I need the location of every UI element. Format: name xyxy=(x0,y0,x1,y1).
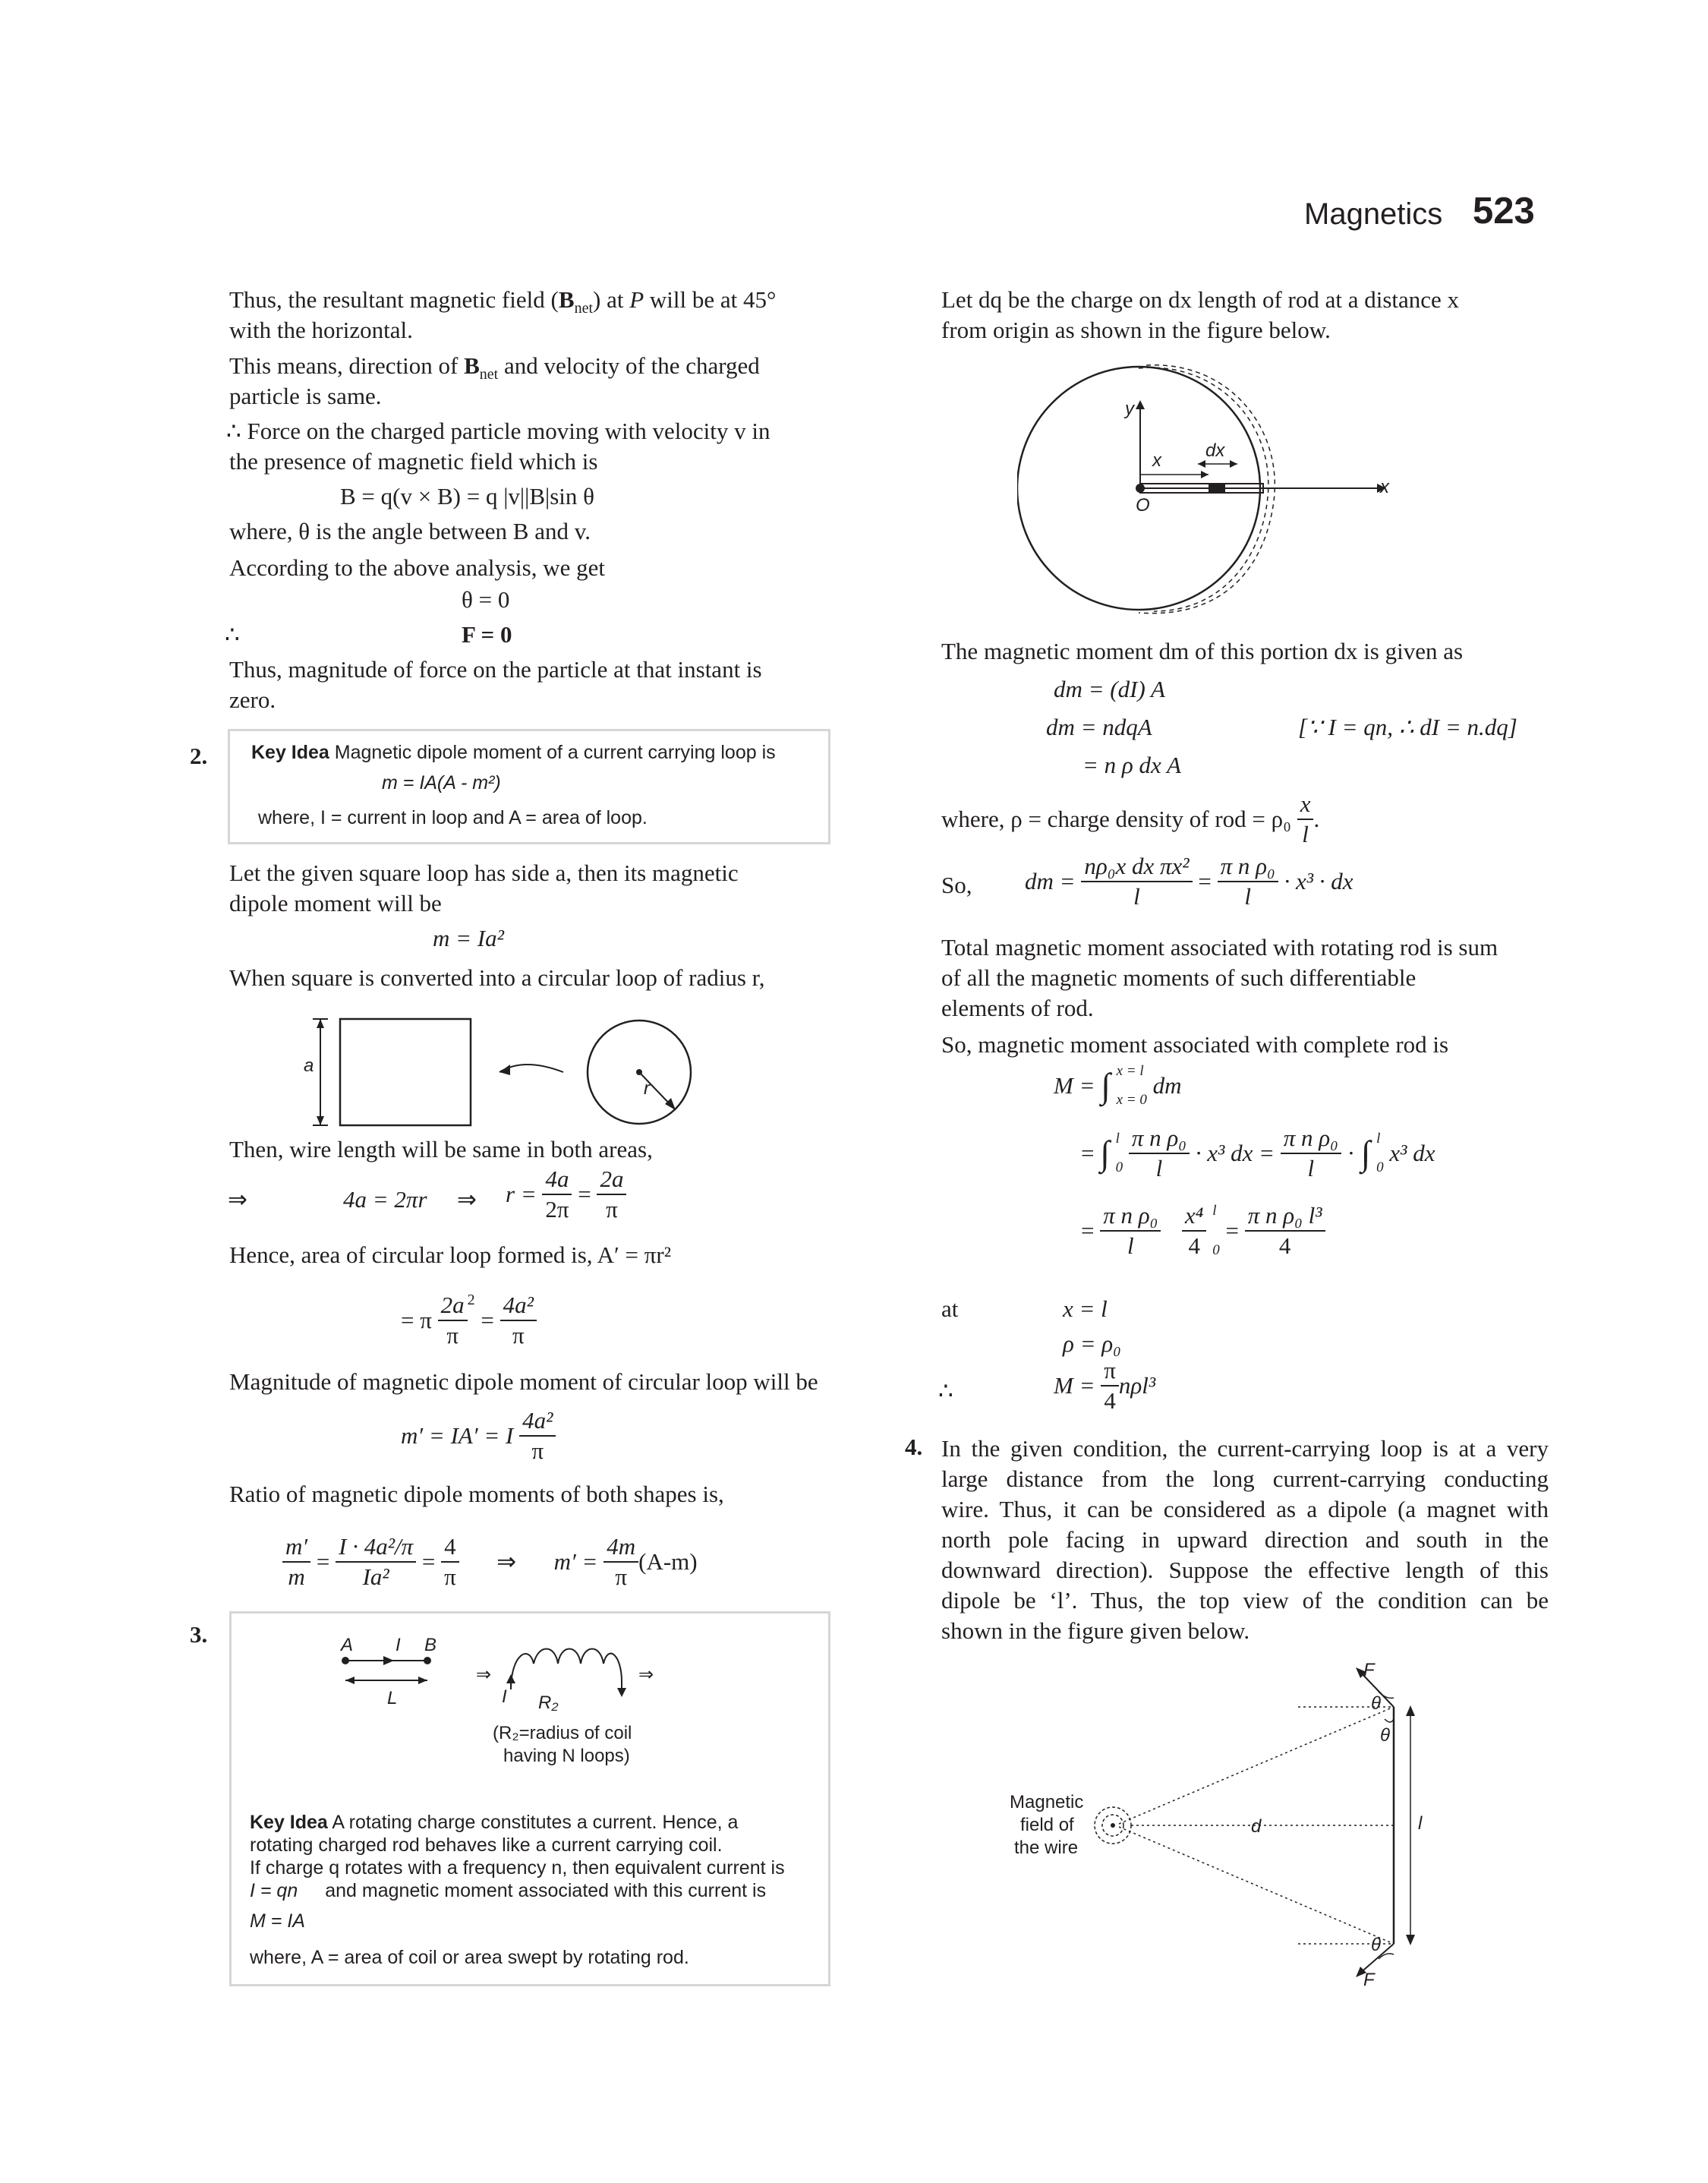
key-idea-box-2 xyxy=(228,729,830,844)
fig4-label-theta-1: θ xyxy=(1371,1693,1382,1714)
key-idea-text: Key Idea Magnetic dipole moment of a current carrying loop is xyxy=(251,742,776,763)
label-A: A xyxy=(341,1635,354,1655)
label-I: I xyxy=(395,1635,401,1655)
square-loop xyxy=(340,1019,471,1125)
key-idea-box-3 xyxy=(229,1611,830,1986)
right-line-7: elements of rod. xyxy=(941,995,1094,1021)
left-line-7: where, θ is the angle between B and v. xyxy=(229,518,591,544)
question-number-2: 2. xyxy=(190,743,208,769)
key3-line-4: I = qn and magnetic moment associated with this current is xyxy=(250,1880,767,1901)
label-R2: R₂ xyxy=(538,1692,559,1713)
left-line-10: zero. xyxy=(229,686,276,713)
q4-line-4: north pole facing in upward direction and south in the xyxy=(941,1526,1549,1553)
equation-M-final: M = $\frac{\pi}{4}$ nρl³ xyxy=(1054,1357,1156,1414)
question-number-3: 3. xyxy=(190,1621,208,1648)
rod-element-dx xyxy=(1209,484,1225,493)
right-line-3: The magnetic moment dm of this portion dx is given as xyxy=(941,638,1464,664)
figure-label-r: r xyxy=(644,1078,650,1099)
therefore-symbol: ∴ xyxy=(225,621,240,648)
fig-label-y: y xyxy=(1125,399,1134,419)
rotating-rod-figure xyxy=(1017,361,1412,623)
square-to-circle-figure xyxy=(296,1010,706,1139)
left-line-9: Thus, magnitude of force on the particle at that instant is xyxy=(229,656,762,683)
equation-dm-3: = n ρ dx A xyxy=(1082,752,1181,778)
left-line-16: Magnitude of magnetic dipole moment of circular loop will be xyxy=(229,1368,818,1395)
equation-circular-moment: m′ = IA′ = I $\frac{\text{4a²}}{\pi}$ xyxy=(401,1406,556,1465)
fig4-caption-1: Magnetic xyxy=(1010,1792,1084,1812)
equation-rho: ρ = ρ₀ xyxy=(1063,1330,1121,1357)
coil-caption-1: (R₂=radius of coil xyxy=(493,1723,632,1743)
equation-dm-4: dm = $\frac{\text{nρ₀x dx πx²}}{l}$ = $\frac{\text{π n ρ₀}}{l}$ · x³ · dx xyxy=(1025,853,1353,910)
q4-line-7: shown in the figure given below. xyxy=(941,1617,1250,1644)
fig-label-x-axis: x xyxy=(1380,477,1389,497)
right-line-4: where, ρ = charge density of rod = ρ₀ $\frac{x}{l}$ . xyxy=(941,790,1320,847)
therefore-symbol-right: ∴ xyxy=(938,1377,953,1404)
equation-theta-zero: θ = 0 xyxy=(462,586,510,613)
key-idea-equation: m = IA(A - m²) xyxy=(382,772,501,793)
left-line-13: When square is converted into a circular loop of radius r, xyxy=(229,964,765,991)
left-line-2: with the horizontal. xyxy=(229,317,413,343)
q4-line-5: downward direction). Suppose the effective length of this xyxy=(941,1557,1549,1583)
left-line-3: This means, direction of $B_{net}$ and velocity of the charged xyxy=(229,352,760,383)
fig4-caption-2: field of xyxy=(1020,1815,1074,1835)
fig-label-dx: dx xyxy=(1205,440,1225,461)
equation-x-eq-l: x = l xyxy=(1063,1295,1108,1322)
right-line-8: So, magnetic moment associated with complete rod is xyxy=(941,1031,1449,1058)
arrow-to-coil: ⇒ xyxy=(476,1664,492,1685)
page-number: 523 xyxy=(1473,191,1535,232)
right-line-1: Let dq be the charge on dx length of rod at a distance x xyxy=(941,286,1460,313)
right-line-5: Total magnetic moment associated with rotating rod is sum xyxy=(941,934,1498,961)
equation-dm-note: [∵ I = qn, ∴ dI = n.dq] xyxy=(1298,714,1517,740)
label-coil-I: I xyxy=(502,1686,507,1707)
so-label: So, xyxy=(941,872,972,898)
left-line-8: According to the above analysis, we get xyxy=(229,554,605,581)
left-line-12: dipole moment will be xyxy=(229,890,442,916)
implies-symbol: ⇒ xyxy=(228,1186,247,1213)
fig4-label-theta-3: θ xyxy=(1371,1935,1382,1955)
running-header-title: Magnetics xyxy=(1304,197,1443,231)
left-line-11: Let the given square loop has side a, then its magnetic xyxy=(229,860,739,886)
left-line-17: Ratio of magnetic dipole moments of both shapes is, xyxy=(229,1481,724,1507)
fig-label-origin: O xyxy=(1136,495,1150,516)
equation-radius: r = $\frac{4a}{2\pi}$ = $\frac{2a}{\pi}$ xyxy=(506,1165,626,1224)
fig4-label-F-bottom: F xyxy=(1363,1970,1375,1990)
left-line-4: particle is same. xyxy=(229,383,382,409)
q4-line-1: In the given condition, the current-carrying loop is at a very xyxy=(941,1435,1549,1462)
arrow-after-coil: ⇒ xyxy=(638,1664,654,1685)
q4-line-3: wire. Thus, it can be considered as a dipole (a magnet with xyxy=(941,1496,1549,1522)
left-line-15: Hence, area of circular loop formed is, A′ = πr² xyxy=(229,1241,672,1268)
fig4-label-theta-2: θ xyxy=(1380,1725,1391,1746)
label-L: L xyxy=(387,1688,398,1708)
equation-force-zero: F = 0 xyxy=(462,621,512,648)
left-line-1: Thus, the resultant magnetic field $(B_{net})$ at P will be at 45° xyxy=(229,286,777,317)
key3-line-5: M = IA xyxy=(250,1910,305,1932)
key3-line-1: Key Idea A rotating charge constitutes a current. Hence, a xyxy=(250,1812,739,1833)
fig4-label-F-top: F xyxy=(1363,1660,1375,1680)
fig-label-x: x xyxy=(1152,450,1161,471)
fig4-label-d: d xyxy=(1251,1816,1262,1837)
coil-loops xyxy=(511,1649,622,1690)
left-line-6: the presence of magnetic field which is xyxy=(229,448,598,475)
implies-symbol-2: ⇒ xyxy=(457,1186,477,1213)
coil-caption-2: having N loops) xyxy=(503,1746,630,1766)
q4-line-6: dipole be ‘l’. Thus, the top view of the condition can be xyxy=(941,1587,1549,1614)
equation-perimeter: 4a = 2πr xyxy=(343,1186,427,1213)
key3-line-3: If charge q rotates with a frequency n, then equivalent current is xyxy=(250,1857,785,1879)
left-line-14: Then, wire length will be same in both areas, xyxy=(229,1136,653,1162)
equation-lorentz-force: B = q(v × B) = q |v||B|sin θ xyxy=(340,483,594,509)
at-label: at xyxy=(941,1295,959,1322)
right-line-2: from origin as shown in the figure below. xyxy=(941,317,1331,343)
key3-line-6: where, A = area of coil or area swept by rotating rod. xyxy=(250,1947,689,1968)
equation-dm-1: dm = (dI) A xyxy=(1054,676,1165,702)
key3-line-2: rotating charged rod behaves like a current carrying coil. xyxy=(250,1834,723,1856)
equation-m-ia2: m = Ia² xyxy=(433,925,504,951)
equation-M-result: = $\frac{\text{π n ρ₀}}{l}$ $\frac{\text{x⁴}}{4}$ l 0 = $\frac{\text{π n ρ₀ l³}}{4}$ xyxy=(1081,1201,1325,1260)
fig4-caption-3: the wire xyxy=(1014,1838,1079,1858)
figure-label-a: a xyxy=(304,1055,314,1076)
question-number-4: 4. xyxy=(905,1434,923,1460)
equation-M-expand: = ∫ l 0 $\frac{\text{π n ρ₀}}{l}$ · x³ dx = $\frac{\text{π n ρ₀}}{l}$ · ∫ l 0 x³ dx xyxy=(1081,1125,1435,1181)
equation-M-integral: M = ∫ x = l x = 0 dm xyxy=(1054,1063,1182,1108)
wire-point xyxy=(1111,1823,1115,1828)
key-idea-where: where, I = current in loop and A = area of loop. xyxy=(258,807,648,828)
fig4-label-l: l xyxy=(1418,1813,1423,1834)
left-line-5: ∴ Force on the charged particle moving with velocity v in xyxy=(226,418,770,444)
label-B: B xyxy=(424,1635,437,1655)
equation-ratio: $\frac{m'}{m}$ = $\frac{\text{I · 4a²/π}}{\text{Ia²}}$ = $\frac{4}{\pi}$ ⇒ m′ = $\frac{4m}{\pi}$ (A-m) xyxy=(282,1532,698,1592)
equation-dm-2: dm = ndqA xyxy=(1046,714,1152,740)
equation-area: = π $\frac{2a}{\pi}$ $^2$ = $\frac{\text{4a²}}{\pi}$ xyxy=(401,1291,537,1350)
q4-line-2: large distance from the long current-carrying conducting xyxy=(941,1465,1549,1492)
right-line-6: of all the magnetic moments of such differentiable xyxy=(941,964,1417,991)
